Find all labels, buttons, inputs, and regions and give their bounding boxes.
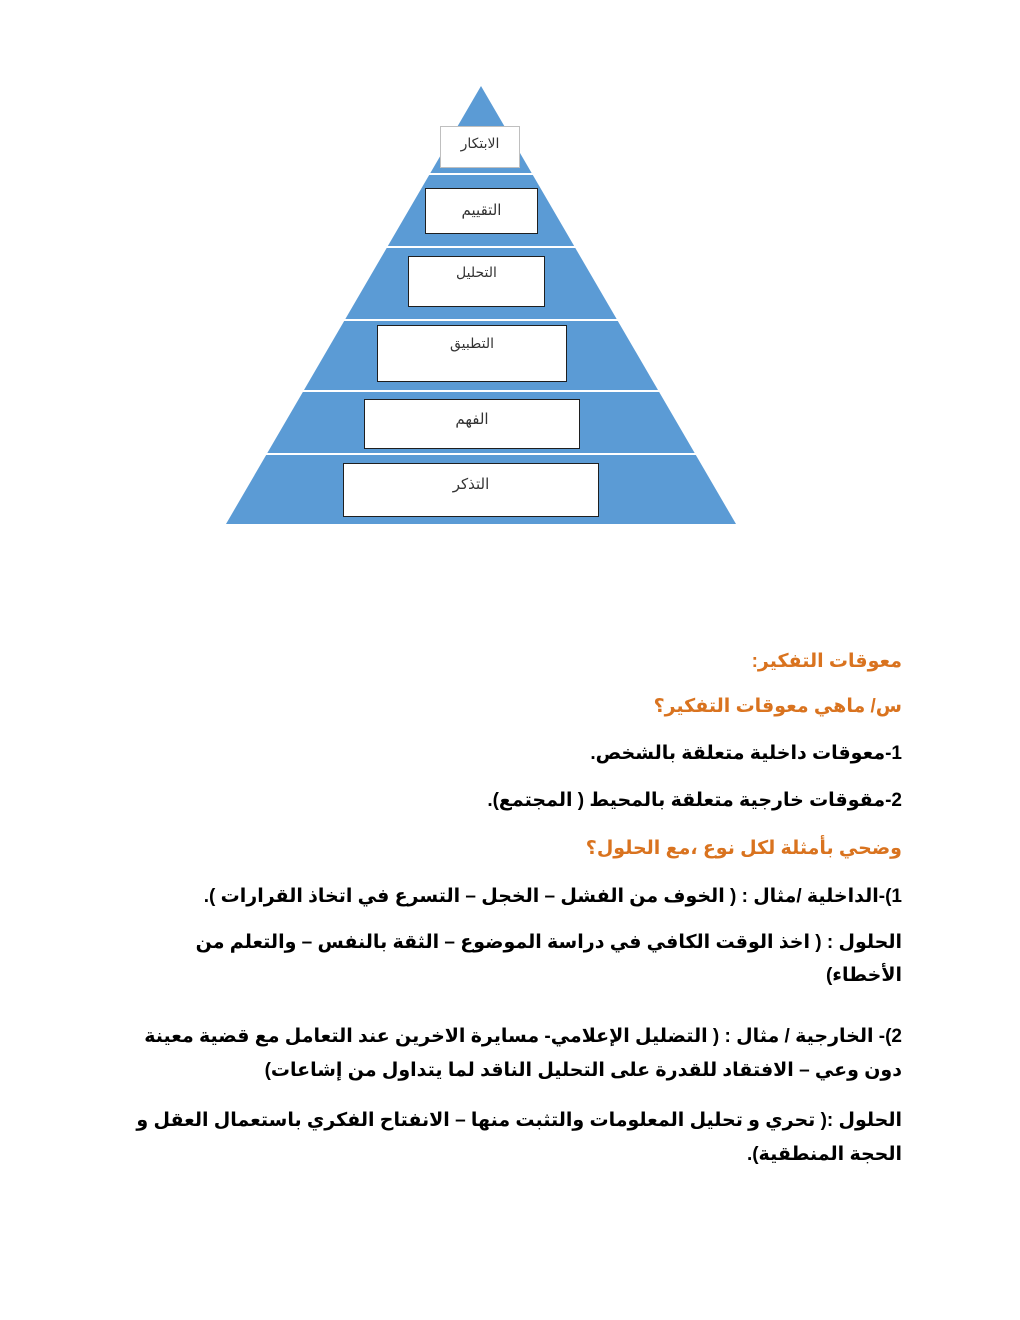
external-solutions — [122, 1104, 902, 1172]
pyramid-level-evaluating — [425, 188, 538, 234]
external-example-text: 2)- الخارجية / مثال : ( التضليل الإعلامي- مسايرة الاخرين عند التعامل مع قضية معينة دون وعي – الافتقاد للقدرة على التحليل الناقد لما يتداول من إشاعات) — [144, 1026, 902, 1081]
section-heading — [122, 645, 902, 678]
question-two — [122, 832, 902, 865]
internal-example-text: 1)-الداخلية /مثال : ( الخوف من الفشل – الخجل – التسرع في اتخاذ القرارات ). — [203, 886, 902, 907]
external-solutions-text: الحلول :( تحري و تحليل المعلومات والتثبت منها – الانفتاح الفكري باستعمال العقل و الحجة المنطقية). — [136, 1110, 902, 1165]
pyramid-level-applying — [377, 325, 567, 382]
item-two-text: 2-مقوقات خارجية متعلقة بالمحيط ( المجتمع). — [487, 790, 902, 811]
internal-solutions — [122, 926, 902, 992]
pyramid-level-label: التحليل — [456, 264, 497, 280]
question-one — [122, 690, 902, 723]
pyramid-level-label: الفهم — [455, 411, 489, 428]
internal-example — [122, 880, 902, 913]
pyramid-level-remembering — [343, 463, 599, 517]
question-two-text: وضحي بأمثلة لكل نوع ،مع الحلول؟ — [585, 838, 902, 859]
internal-solutions-text: الحلول : ( اخذ الوقت الكافي في دراسة الموضوع – الثقة بالنفس – والتعلم من الأخطاء) — [195, 932, 902, 986]
pyramid-level-creating — [440, 126, 520, 168]
pyramid-level-label: التطبيق — [450, 335, 494, 351]
question-one-text: س/ ماهي معوقات التفكير؟ — [653, 696, 902, 717]
pyramid-level-label: الابتكار — [460, 135, 500, 151]
pyramid-level-label: التذكر — [452, 476, 490, 493]
item-one-text: 1-معوقات داخلية متعلقة بالشخص. — [590, 743, 902, 764]
external-example — [122, 1020, 902, 1088]
pyramid-level-understanding — [364, 399, 580, 449]
list-item — [122, 784, 902, 817]
heading-text: معوقات التفكير: — [751, 651, 902, 672]
pyramid-level-analyzing — [408, 256, 545, 307]
list-item — [122, 737, 902, 770]
pyramid-level-label: التقييم — [461, 202, 502, 219]
